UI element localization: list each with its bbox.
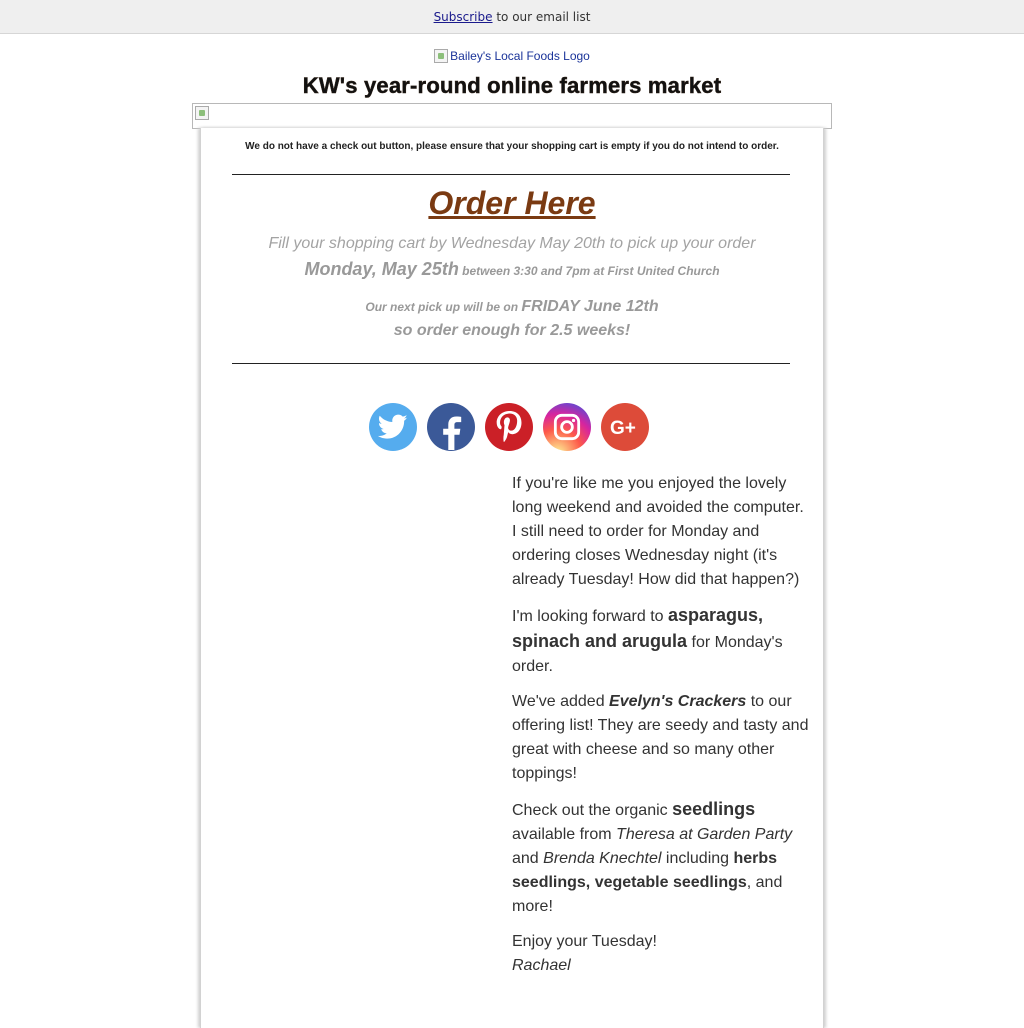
newsletter-card (200, 128, 824, 1028)
pickup-details: between 3:30 and 7pm at First United Church (458, 264, 720, 278)
logo-image[interactable] (434, 49, 590, 63)
checkout-notice: We do not have a check out button, please ensure that your shopping cart is empty if you do not intend to order. (245, 141, 779, 152)
broken-image-icon (434, 49, 448, 63)
highlight-herbs: herbs seedlings, vegetable seedlings (512, 850, 778, 891)
paragraph-looking-forward (512, 603, 812, 679)
text: We've added (512, 693, 610, 710)
text: , and more! (512, 874, 783, 915)
facebook-icon[interactable] (427, 403, 475, 451)
highlight-produce: asparagus, spinach and arugula (512, 605, 764, 651)
next-pickup-date: FRIDAY June 12th (521, 298, 659, 315)
divider-top (232, 174, 790, 175)
subscribe-link[interactable]: Subscribe (433, 10, 493, 24)
highlight-seedlings: seedlings (672, 799, 756, 819)
next-pickup-info (201, 298, 823, 316)
pickup-date: Monday, May 25th (304, 259, 459, 279)
text: Check out the organic (512, 802, 673, 819)
logo-container (0, 49, 1024, 65)
svg-text:G+: G+ (610, 418, 636, 438)
order-here-link[interactable]: Order Here (428, 185, 596, 221)
order-enough-text: so order enough for 2.5 weeks! (393, 322, 631, 339)
text: available from (512, 826, 617, 843)
closing-line: Enjoy your Tuesday! (512, 933, 657, 950)
signature: Rachael (512, 957, 571, 974)
highlight-crackers: Evelyn's Crackers (609, 693, 747, 710)
closing (512, 930, 812, 978)
subscribe-bar (0, 0, 1024, 34)
text: to our offering list! They are seedy and tasty and great with cheese and so many other toppings! (512, 693, 809, 782)
pinterest-icon[interactable] (485, 403, 533, 451)
paragraph-crackers (512, 690, 812, 786)
twitter-icon[interactable] (369, 403, 417, 451)
google-plus-icon[interactable] (601, 403, 649, 451)
paragraph-seedlings (512, 797, 812, 919)
logo-alt-text: Bailey's Local Foods Logo (450, 49, 590, 63)
text: for Monday's order. (512, 634, 783, 675)
paragraph-weekend: If you're like me you enjoyed the lovely long weekend and avoided the computer. I still need to order for Monday and ordering closes Wednesday night (it's already Tuesday! How did that happen?) (512, 475, 804, 588)
vendor-garden-party: Theresa at Garden Party (616, 826, 793, 843)
fill-cart-text: Fill your shopping cart by Wednesday May 20th to pick up your order (268, 235, 756, 252)
message-body (512, 472, 812, 989)
page-title: KW's year-round online farmers market (302, 73, 722, 98)
banner-image (192, 103, 832, 129)
instagram-icon[interactable] (543, 403, 591, 451)
text: and (512, 850, 544, 867)
subscribe-suffix: to our email list (492, 10, 591, 24)
pickup-info (201, 259, 823, 280)
divider-bottom (232, 363, 790, 364)
broken-image-icon (195, 106, 209, 120)
text: I'm looking forward to (512, 608, 669, 625)
vendor-brenda: Brenda Knechtel (543, 850, 662, 867)
next-pickup-prefix: Our next pick up will be on (365, 300, 522, 314)
social-links (369, 403, 649, 451)
text: including (661, 850, 734, 867)
